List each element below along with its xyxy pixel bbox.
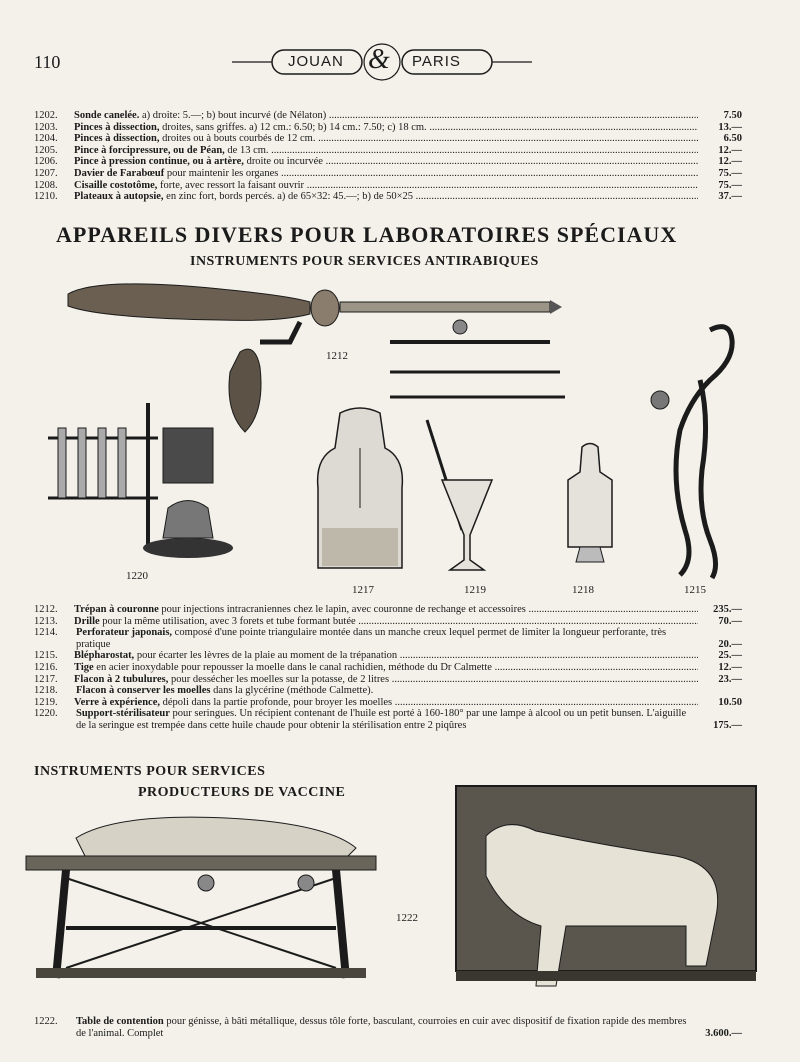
list-item: 1214. Perforateur japonais, composé d'une pointe triangulaire montée dans un manche creux lequel permet de limiter la longueur perforante, très pratique 20.— <box>34 627 742 650</box>
list-item: 1216. Tige en acier inoxydable pour repousser la moelle dans le canal rachidien, méthode du Dr Calmette ..... 12.— <box>34 662 742 674</box>
logo-monogram: & <box>368 44 390 75</box>
list-item: 1213. Drille pour la même utilisation, avec 3 forets et tube formant butée ..... 70.— <box>34 616 742 628</box>
list-item: 1203. Pinces à dissection, droites, sans griffes. a) 12 cm.: 6.50; b) 14 cm.: 7.50; c) 18 cm. ..... 13.— <box>34 122 742 134</box>
main-heading: APPAREILS DIVERS POUR LABORATOIRES SPÉCIAUX <box>56 222 678 247</box>
restraint-table-side-illustration <box>26 808 376 1008</box>
list-item: 1205. Pince à forcipressure, ou de Péan, de 13 cm. ..... 12.— <box>34 145 742 157</box>
restraint-table-tilted-illustration <box>446 776 766 1006</box>
logo-left-text: JOUAN <box>288 53 344 70</box>
page-number: 110 <box>34 52 61 72</box>
list-item: 1204. Pinces à dissection, droites ou à bouts courbés de 12 cm. ..... 6.50 <box>34 133 742 145</box>
vaccine-heading-line1: INSTRUMENTS POUR SERVICES <box>34 764 266 779</box>
list-item: 1202. Sonde canelée. a) droite: 5.—; b) bout incurvé (de Nélaton) ..... 7.50 <box>34 110 742 122</box>
figure-label-1212: 1212 <box>326 350 348 362</box>
top-price-list <box>34 110 742 203</box>
vaccine-heading-line2: PRODUCTEURS DE VACCINE <box>138 785 346 800</box>
list-item: 1207. Davier de Farabœuf pour maintenir les organes ..... 75.— <box>34 168 742 180</box>
list-item: 1210. Plateaux à autopsie, en zinc fort, bords percés. a) de 65×32: 45.—; b) de 50×25 ..... 37.— <box>34 191 742 203</box>
figure-label-1220: 1220 <box>126 570 148 582</box>
blepharostat-illustration <box>640 320 750 580</box>
jouan-paris-logo <box>232 42 532 82</box>
list-item: 1220. Support-stérilisateur pour seringues. Un récipient contenant de l'huile est porté à 160-180° par une lampe à alcool ou un petit bunsen. L'aiguille de la seringue est trempée dans cette huile chaude pour obtenir la stérilisation entre 2 piqûres 175.— <box>34 708 742 731</box>
figure-label-1217: 1217 <box>352 584 374 596</box>
list-item: 1217. Flacon à 2 tubulures, pour dessécher les moelles sur la potasse, de 2 litres ..... 23.— <box>34 674 742 686</box>
sub-heading: INSTRUMENTS POUR SERVICES ANTIRABIQUES <box>190 254 539 269</box>
list-item: 1222. Table de contention pour génisse, à bâti métallique, dessus tôle forte, basculant, courroies en cuir avec dispositif de fixation rapide des membres de l'animal. Complet 3.600.— <box>34 1016 742 1039</box>
two-tube-flask-illustration <box>310 408 410 578</box>
sterilizer-support-illustration <box>38 398 258 568</box>
glycerin-flask-illustration <box>560 442 620 572</box>
list-item: 1206. Pince à pression continue, ou à artère, droite ou incurvée ..... 12.— <box>34 156 742 168</box>
experiment-glass-illustration <box>422 420 502 575</box>
figure-label-1219: 1219 <box>464 584 486 596</box>
list-item: 1212. Trépan à couronne pour injections intracraniennes chez le lapin, avec couronne de rechange et accessoires ..... 235.— <box>34 604 742 616</box>
list-item: 1219. Verre à expérience, dépoli dans la partie profonde, pour broyer les moelles ..... 10.50 <box>34 697 742 709</box>
logo-right-text: PARIS <box>412 53 461 70</box>
vaccine-price-list <box>34 1016 742 1039</box>
list-item: 1208. Cisaille costotôme, forte, avec ressort la faisant ouvrir ..... 75.— <box>34 180 742 192</box>
list-item: 1215. Blépharostat, pour écarter les lèvres de la plaie au moment de la trépanation ..... 25.— <box>34 650 742 662</box>
figure-label-1215: 1215 <box>684 584 706 596</box>
list-item: 1218. Flacon à conserver les moelles dans la glycérine (méthode Calmette). <box>34 685 374 697</box>
figure-label-1222: 1222 <box>396 912 418 924</box>
antirabic-price-list <box>34 604 742 732</box>
figure-label-1218: 1218 <box>572 584 594 596</box>
